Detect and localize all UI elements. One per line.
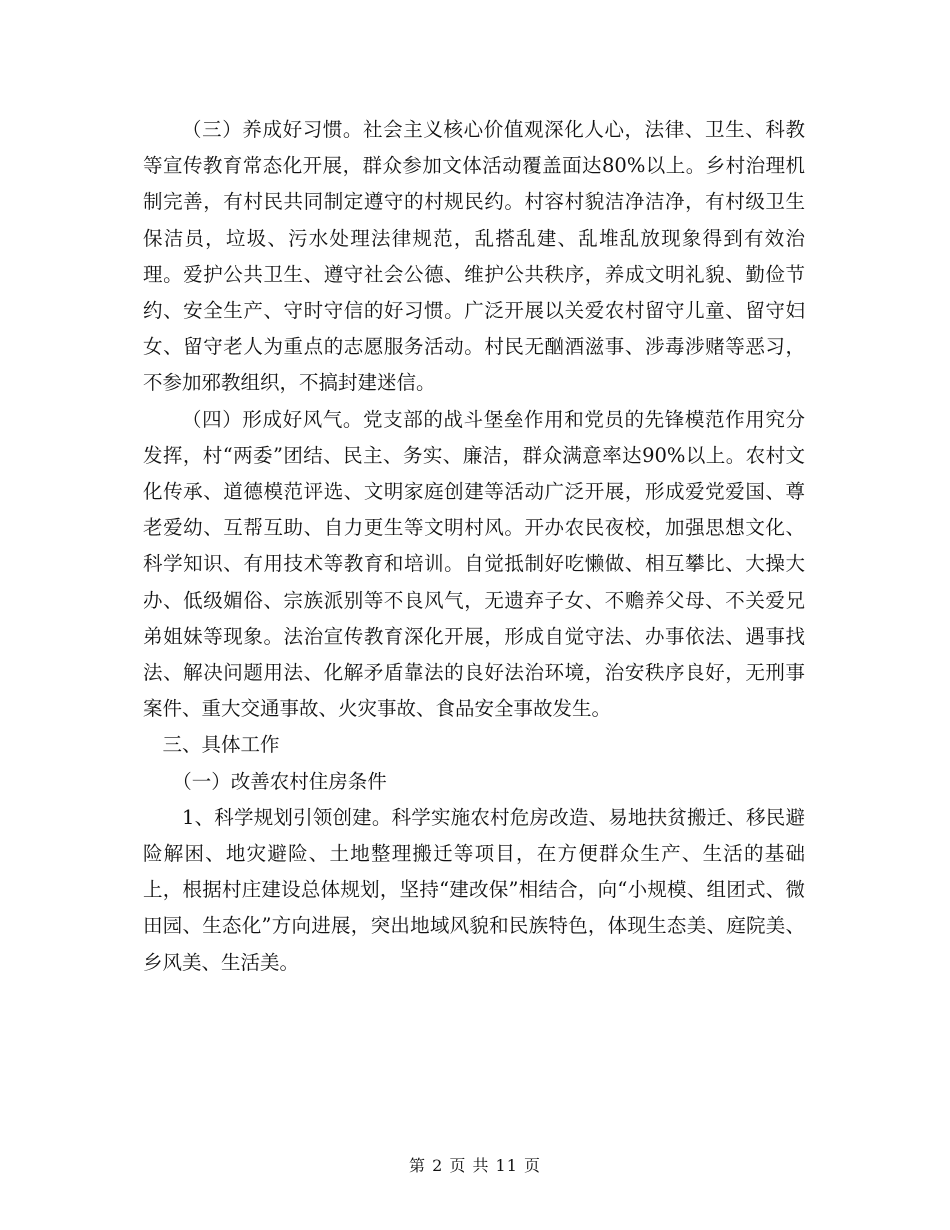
section-heading: 三、具体工作 bbox=[162, 733, 280, 757]
document-body bbox=[143, 112, 805, 981]
subsection-heading: （一）改善农村住房条件 bbox=[172, 769, 387, 793]
paragraph-good-habits: （三）养成好习惯。社会主义核心价值观深化人心，法律、卫生、科教等宣传教育常态化开展，群众参加文体活动覆盖面达80%以上。乡村治理机制完善，有村民共同制定遵守的村规民约。村容村貌洁净洁净，有村级卫生保洁员，垃圾、污水处理法律规范，乱搭乱建、乱堆乱放现象得到有效治理。爱护公共卫生、遵守社会公德、维护公共秩序，养成文明礼貌、勤俭节约、安全生产、守时守信的好习惯。广泛开展以关爱农村留守儿童、留守妇女、留守老人为重点的志愿服务活动。村民无酗酒滋事、涉毒涉赌等恶习，不参加邪教组织，不搞封建迷信。 bbox=[143, 118, 805, 395]
paragraph-good-atmosphere: （四）形成好风气。党支部的战斗堡垒作用和党员的先锋模范作用究分发挥，村“两委”团结、民主、务实、廉洁，群众满意率达90%以上。农村文化传承、道德模范评选、文明家庭创建等活动广泛开展，形成爱党爱国、尊老爱幼、互帮互助、自力更生等文明村风。开办农民夜校，加强思想文化、科学知识、有用技术等教育和培训。自觉抵制好吃懒做、相互攀比、大操大办、低级媚俗、宗族派别等不良风气，无遗弃子女、不赡养父母、不关爱兄弟姐妹等现象。法治宣传教育深化开展，形成自觉守法、办事依法、遇事找法、解决问题用法、化解矛盾靠法的良好法治环境，治安秩序良好，无刑事案件、重大交通事故、火灾事故、食品安全事故发生。 bbox=[143, 407, 805, 721]
paragraph-planning: 1、科学规划引领创建。科学实施农村危房改造、易地扶贫搬迁、移民避险解困、地灾避险、土地整理搬迁等项目，在方便群众生产、生活的基础上，根据村庄建设总体规划，坚持“建改保”相结合，向“小规模、组团式、微田园、生态化”方向进展，突出地域风貌和民族特色，体现生态美、庭院美、乡风美、生活美。 bbox=[143, 805, 805, 974]
page-number-footer: 第 2 页 共 11 页 bbox=[409, 1156, 541, 1175]
